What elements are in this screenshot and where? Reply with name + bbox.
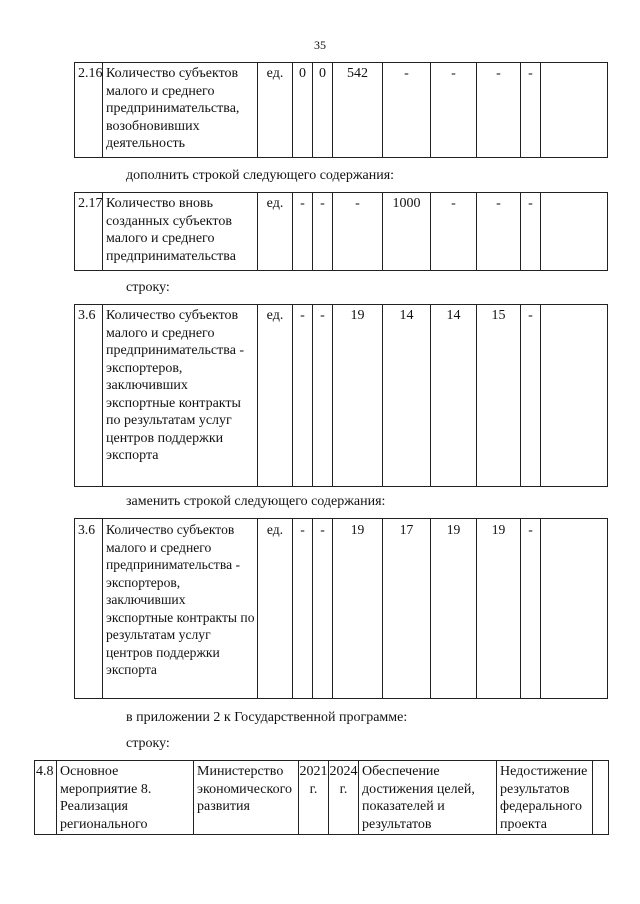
- value-cell: -: [477, 193, 521, 271]
- value-cell: -: [293, 305, 313, 487]
- indicator-name: Количество субъектов малого и среднего предпринимательства - экспортеров, заключивших экспортные контракты по результатам услуг центров поддержки экспорта: [103, 305, 258, 487]
- table-row: [75, 519, 608, 699]
- value-cell: 542: [333, 63, 383, 158]
- instruction-text: дополнить строкой следующего содержания:: [126, 168, 395, 183]
- value-cell: [541, 193, 608, 271]
- value-cell: -: [521, 519, 541, 699]
- activity-name: Основное мероприятие 8. Реализация регионального: [57, 761, 194, 835]
- indicator-name: Количество вновь созданных субъектов малого и среднего предпринимательства: [103, 193, 258, 271]
- unit-cell: ед.: [258, 305, 293, 487]
- indicator-table-2-16: [74, 62, 608, 158]
- page-number: 35: [314, 38, 326, 52]
- instruction-text: в приложении 2 к Государственной программе:: [126, 710, 408, 725]
- value-cell: [541, 305, 608, 487]
- unit-cell: ед.: [258, 193, 293, 271]
- value-cell: -: [313, 519, 333, 699]
- executor-cell: Министерство экономического развития: [194, 761, 299, 835]
- value-cell: 17: [383, 519, 431, 699]
- instruction-text: строку:: [126, 280, 170, 295]
- value-cell: 19: [477, 519, 521, 699]
- instruction-text: строку:: [126, 736, 170, 751]
- table-row: [75, 63, 608, 158]
- value-cell: [541, 63, 608, 158]
- value-cell: -: [313, 305, 333, 487]
- value-cell: 0: [293, 63, 313, 158]
- value-cell: -: [293, 193, 313, 271]
- result-cell: Обеспечение достижения целей, показателей и результатов: [359, 761, 497, 835]
- value-cell: 0: [313, 63, 333, 158]
- value-cell: -: [477, 63, 521, 158]
- row-number: 2.16: [75, 63, 103, 158]
- value-cell: [541, 519, 608, 699]
- value-cell: -: [431, 63, 477, 158]
- instruction-text: заменить строкой следующего содержания:: [126, 494, 386, 509]
- value-cell: -: [521, 305, 541, 487]
- row-number: 3.6: [75, 519, 103, 699]
- value-cell: -: [333, 193, 383, 271]
- value-cell: 19: [333, 305, 383, 487]
- value-cell: 14: [431, 305, 477, 487]
- indicator-table-3-6-old: [74, 304, 608, 487]
- table-row: [75, 305, 608, 487]
- value-cell: -: [293, 519, 313, 699]
- indicator-table-3-6-new: [74, 518, 608, 699]
- value-cell: -: [431, 193, 477, 271]
- value-cell: 19: [333, 519, 383, 699]
- value-cell: 19: [431, 519, 477, 699]
- value-cell: -: [313, 193, 333, 271]
- value-cell: 15: [477, 305, 521, 487]
- unit-cell: ед.: [258, 63, 293, 158]
- value-cell: -: [521, 63, 541, 158]
- activity-table-4-8: [34, 760, 609, 835]
- row-number: 2.17: [75, 193, 103, 271]
- indicator-name: Количество субъектов малого и среднего предпринимательства, возобновивших деятельность: [103, 63, 258, 158]
- indicator-table-2-17: [74, 192, 608, 271]
- row-number: 3.6: [75, 305, 103, 487]
- indicator-name: Количество субъектов малого и среднего предпринимательства - экспортеров, заключивших экспортные контракты по результатам услуг центров поддержки экспорта: [103, 519, 258, 699]
- value-cell: 14: [383, 305, 431, 487]
- extra-cell: [593, 761, 609, 835]
- risk-cell: Недостижение результатов федерального проекта: [497, 761, 593, 835]
- table-row: [75, 193, 608, 271]
- unit-cell: ед.: [258, 519, 293, 699]
- start-year-cell: 2021 г.: [299, 761, 329, 835]
- value-cell: 1000: [383, 193, 431, 271]
- value-cell: -: [383, 63, 431, 158]
- end-year-cell: 2024 г.: [329, 761, 359, 835]
- row-number: 4.8: [35, 761, 57, 835]
- value-cell: -: [521, 193, 541, 271]
- table-row: [35, 761, 609, 835]
